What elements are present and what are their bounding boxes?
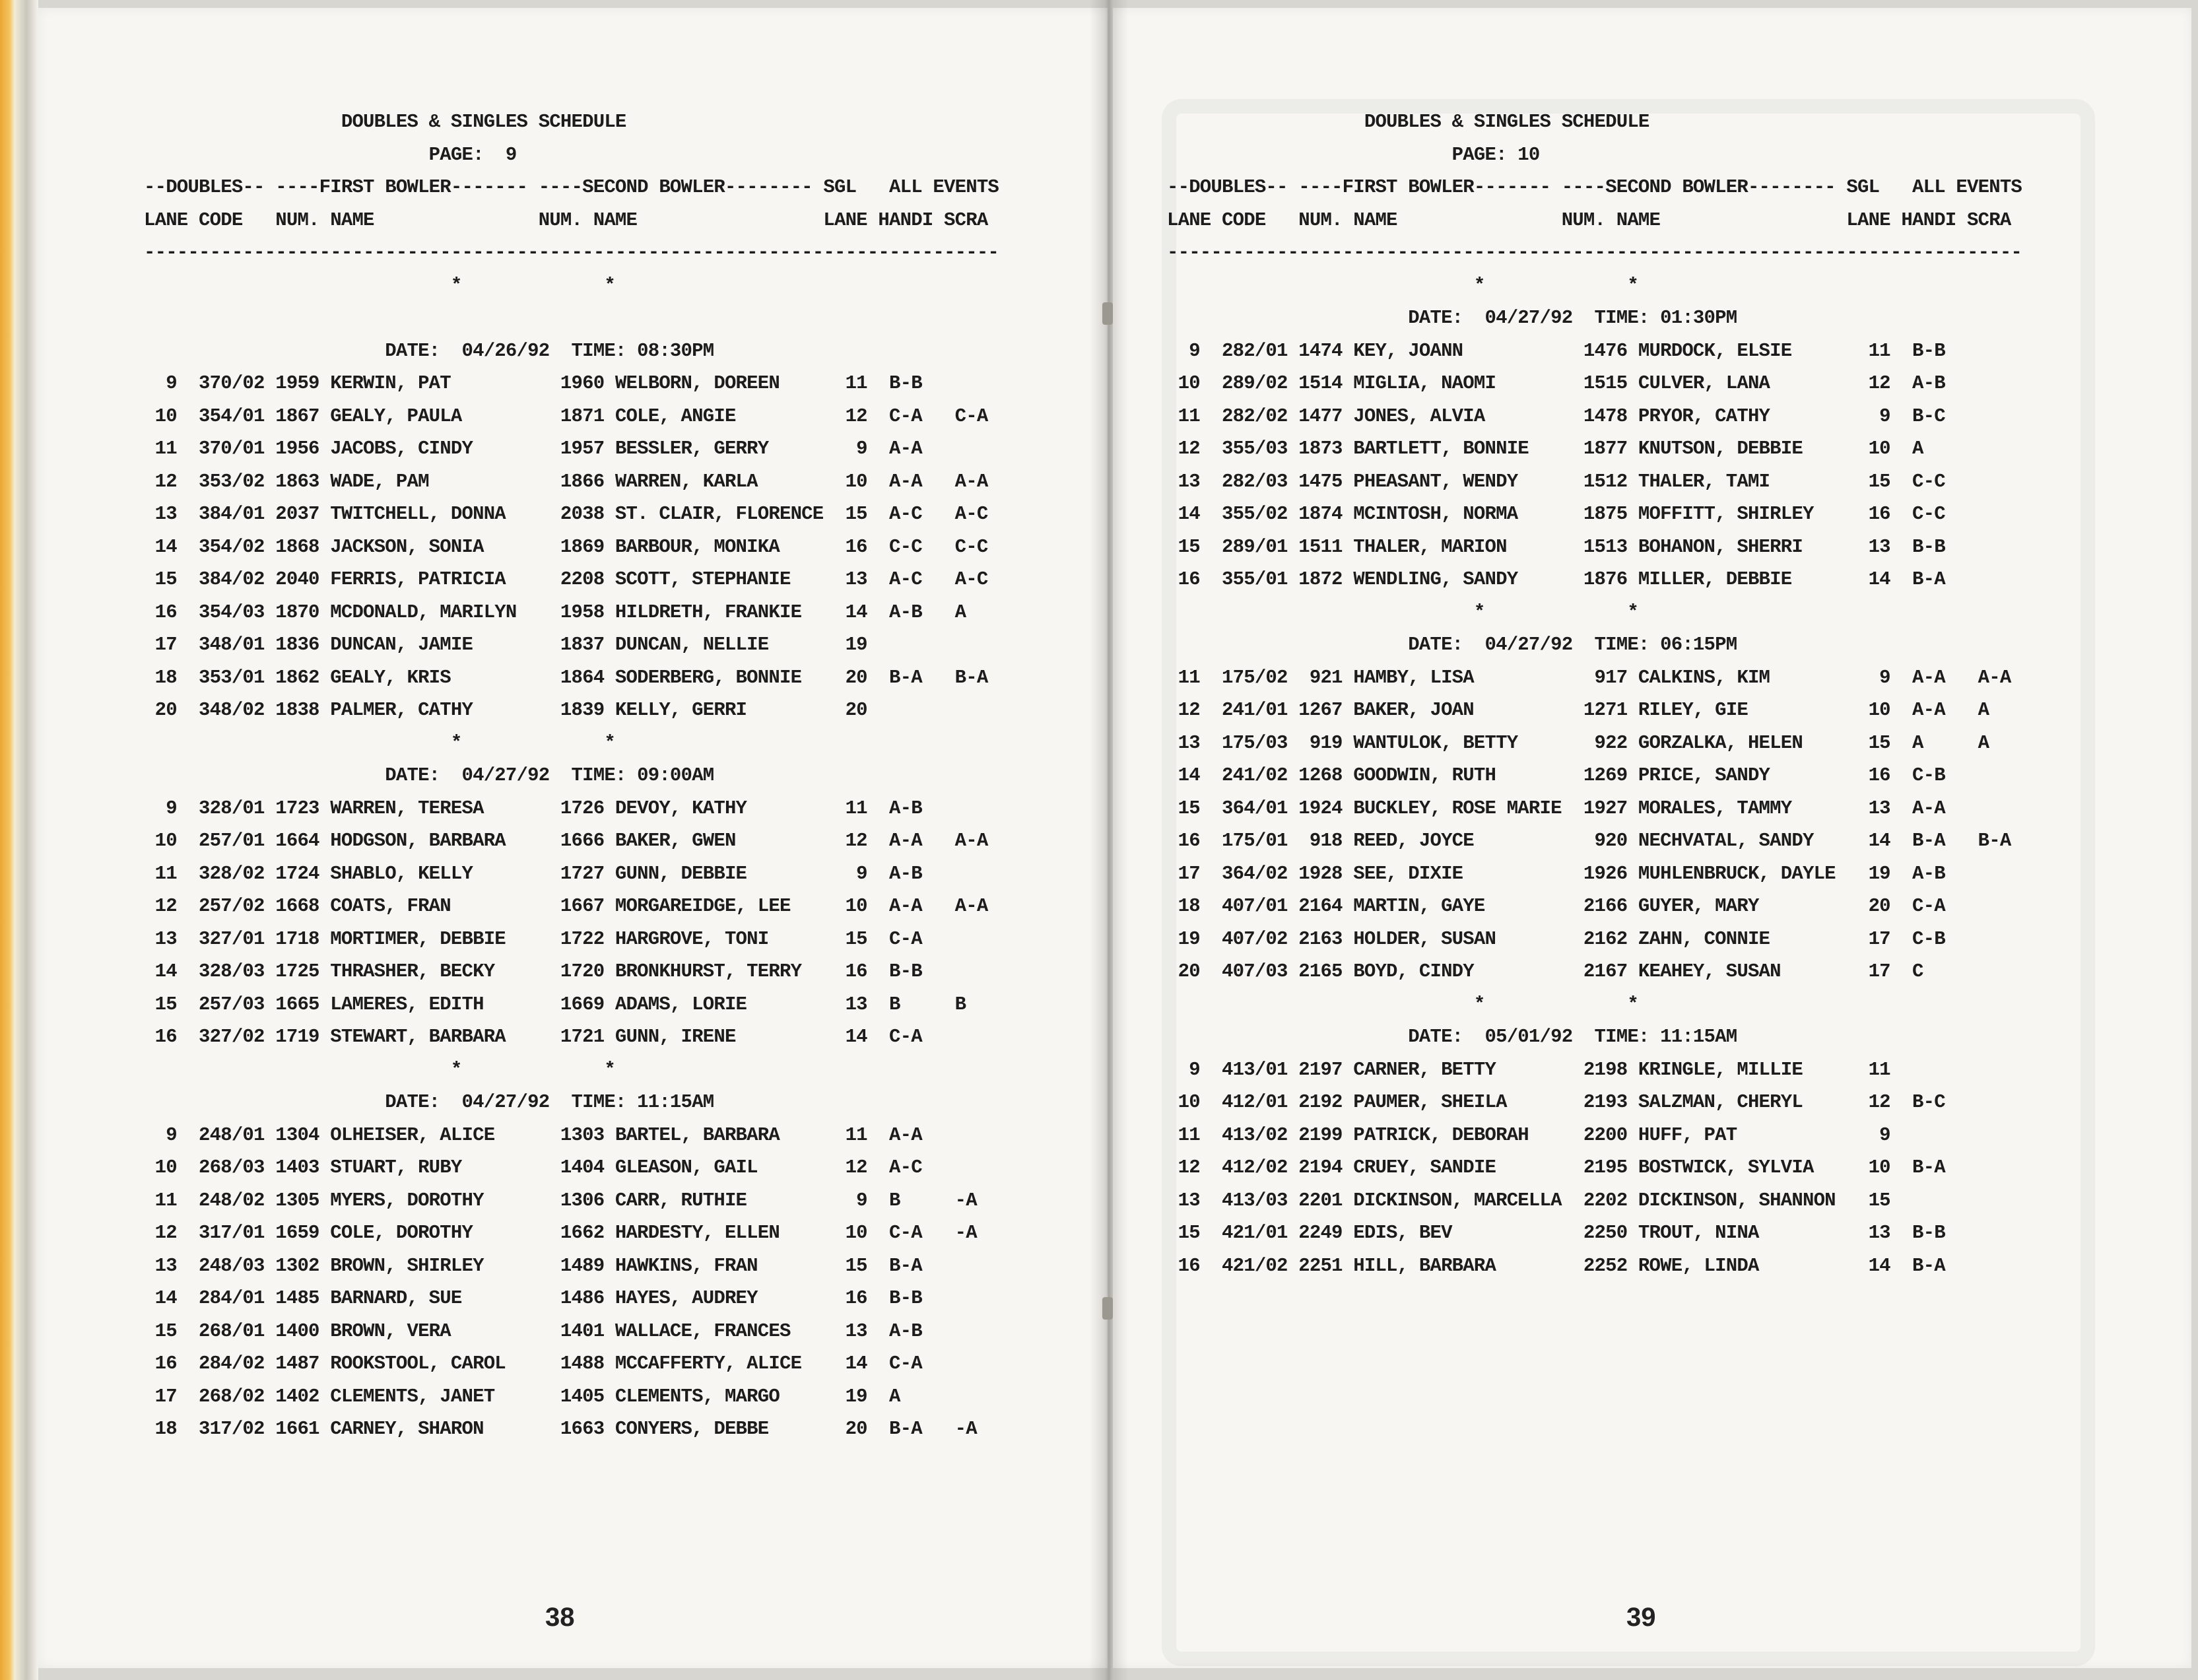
schedule-line: 12 353/02 1863 WADE, PAM 1866 WARREN, KARLA 10 A-A A-A [144,470,988,492]
schedule-line: 12 317/01 1659 COLE, DOROTHY 1662 HARDESTY, ELLEN 10 C-A -A [144,1222,977,1244]
schedule-line: 14 241/02 1268 GOODWIN, RUTH 1269 PRICE, SANDY 16 C-B [1167,764,1945,786]
book-gutter [1089,0,1129,1680]
schedule-line: PAGE: 9 [144,143,517,166]
schedule-line: 15 257/03 1665 LAMERES, EDITH 1669 ADAMS, LORIE 13 B B [144,993,966,1015]
schedule-line: 10 354/01 1867 GEALY, PAULA 1871 COLE, ANGIE 12 C-A C-A [144,405,988,427]
schedule-line: * * [1167,601,1638,623]
schedule-line: * * [144,731,615,754]
book-spine-edge [0,0,38,1680]
schedule-line: 10 257/01 1664 HODGSON, BARBARA 1666 BAKER, GWEN 12 A-A A-A [144,830,988,852]
schedule-line: 16 421/02 2251 HILL, BARBARA 2252 ROWE, LINDA 14 B-A [1167,1254,1945,1277]
schedule-line: 13 384/01 2037 TWITCHELL, DONNA 2038 ST. CLAIR, FLORENCE 15 A-C A-C [144,503,988,525]
schedule-line: 17 268/02 1402 CLEMENTS, JANET 1405 CLEMENTS, MARGO 19 A [144,1385,900,1407]
schedule-line: 10 412/01 2192 PAUMER, SHEILA 2193 SALZMAN, CHERYL 12 B-C [1167,1091,1945,1113]
schedule-line: 9 282/01 1474 KEY, JOANN 1476 MURDOCK, ELSIE 11 B-B [1167,339,1945,362]
page-number-left: 38 [545,1603,575,1632]
schedule-line: 17 348/01 1836 DUNCAN, JAMIE 1837 DUNCAN, NELLIE 19 [144,634,867,655]
schedule-line: 18 353/01 1862 GEALY, KRIS 1864 SODERBERG, BONNIE 20 B-A B-A [144,666,988,689]
schedule-line: DATE: 04/27/92 TIME: 06:15PM [1167,634,1737,655]
schedule-line: PAGE: 10 [1167,143,1540,166]
schedule-line: 17 364/02 1928 SEE, DIXIE 1926 MUHLENBRUCK, DAYLE 19 A-B [1167,862,1945,885]
schedule-line: * * [1167,274,1638,296]
schedule-line: DATE: 04/26/92 TIME: 08:30PM [144,339,714,362]
schedule-line: DATE: 05/01/92 TIME: 11:15AM [1167,1026,1737,1048]
schedule-line: 18 317/02 1661 CARNEY, SHARON 1663 CONYERS, DEBBE 20 B-A -A [144,1418,977,1440]
schedule-line: 9 248/01 1304 OLHEISER, ALICE 1303 BARTEL, BARBARA 11 A-A [144,1124,922,1146]
schedule-line: 14 284/01 1485 BARNARD, SUE 1486 HAYES, AUDREY 16 B-B [144,1287,922,1309]
schedule-line: 11 413/02 2199 PATRICK, DEBORAH 2200 HUFF, PAT 9 [1167,1124,1890,1146]
schedule-line: 12 355/03 1873 BARTLETT, BONNIE 1877 KNUTSON, DEBBIE 10 A [1167,438,1923,459]
schedule-line: --DOUBLES-- ----FIRST BOWLER------- ----SECOND BOWLER-------- SGL ALL EVENTS [1167,176,2022,198]
schedule-line: 15 289/01 1511 THALER, MARION 1513 BOHANON, SHERRI 13 B-B [1167,535,1945,558]
schedule-line: 9 328/01 1723 WARREN, TERESA 1726 DEVOY, KATHY 11 A-B [144,797,922,819]
schedule-line: 11 248/02 1305 MYERS, DOROTHY 1306 CARR, RUTHIE 9 B -A [144,1189,977,1211]
schedule-line: 16 354/03 1870 MCDONALD, MARILYN 1958 HILDRETH, FRANKIE 14 A-B A [144,601,966,623]
schedule-line: 19 407/02 2163 HOLDER, SUSAN 2162 ZAHN, CONNIE 17 C-B [1167,927,1945,950]
schedule-line: 11 282/02 1477 JONES, ALVIA 1478 PRYOR, CATHY 9 B-C [1167,405,1945,427]
schedule-line: 9 370/02 1959 KERWIN, PAT 1960 WELBORN, DOREEN 11 B-B [144,372,922,394]
schedule-line: * * [144,274,615,296]
schedule-line: DATE: 04/27/92 TIME: 09:00AM [144,764,714,786]
schedule-line: ------------------------------------------------------------------------------ [1167,242,2022,263]
schedule-line: 16 327/02 1719 STEWART, BARBARA 1721 GUNN, IRENE 14 C-A [144,1026,922,1048]
schedule-line: 15 268/01 1400 BROWN, VERA 1401 WALLACE, FRANCES 13 A-B [144,1320,922,1342]
schedule-line: 13 327/01 1718 MORTIMER, DEBBIE 1722 HARGROVE, TONI 15 C-A [144,927,922,950]
schedule-page-9 [144,106,999,1446]
schedule-line: LANE CODE NUM. NAME NUM. NAME LANE HANDI SCRA [1167,209,2011,231]
schedule-line: 11 175/02 921 HAMBY, LISA 917 CALKINS, KIM 9 A-A A-A [1167,666,2011,689]
schedule-line: 14 355/02 1874 MCINTOSH, NORMA 1875 MOFFITT, SHIRLEY 16 C-C [1167,503,1945,525]
schedule-line: 15 421/01 2249 EDIS, BEV 2250 TROUT, NINA 13 B-B [1167,1222,1945,1244]
schedule-line: --DOUBLES-- ----FIRST BOWLER------- ----SECOND BOWLER-------- SGL ALL EVENTS [144,176,999,198]
schedule-line: 13 248/03 1302 BROWN, SHIRLEY 1489 HAWKINS, FRAN 15 B-A [144,1254,922,1277]
schedule-line: 13 175/03 919 WANTULOK, BETTY 922 GORZALKA, HELEN 15 A A [1167,731,1989,754]
schedule-line: 15 384/02 2040 FERRIS, PATRICIA 2208 SCOTT, STEPHANIE 13 A-C A-C [144,568,988,590]
schedule-line: DATE: 04/27/92 TIME: 01:30PM [1167,307,1737,329]
schedule-line: 12 241/01 1267 BAKER, JOAN 1271 RILEY, GIE 10 A-A A [1167,699,1989,721]
schedule-line: 20 348/02 1838 PALMER, CATHY 1839 KELLY, GERRI 20 [144,699,867,721]
schedule-line: DOUBLES & SINGLES SCHEDULE [144,111,626,133]
schedule-line: * * [144,1058,615,1081]
schedule-line: 10 289/02 1514 MIGLIA, NAOMI 1515 CULVER, LANA 12 A-B [1167,372,1945,394]
schedule-line: 13 282/03 1475 PHEASANT, WENDY 1512 THALER, TAMI 15 C-C [1167,470,1945,492]
schedule-line: 16 355/01 1872 WENDLING, SANDY 1876 MILLER, DEBBIE 14 B-A [1167,568,1945,590]
schedule-line: 9 413/01 2197 CARNER, BETTY 2198 KRINGLE, MILLIE 11 [1167,1058,1890,1081]
staple-top [1102,302,1113,325]
page-number-right: 39 [1626,1603,1656,1632]
schedule-page-10 [1167,106,2022,1282]
schedule-line: ------------------------------------------------------------------------------ [144,242,999,263]
schedule-line: 18 407/01 2164 MARTIN, GAYE 2166 GUYER, MARY 20 C-A [1167,895,1945,917]
schedule-line: 10 268/03 1403 STUART, RUBY 1404 GLEASON, GAIL 12 A-C [144,1157,922,1178]
schedule-line: 11 370/01 1956 JACOBS, CINDY 1957 BESSLER, GERRY 9 A-A [144,438,922,459]
schedule-line: DATE: 04/27/92 TIME: 11:15AM [144,1091,714,1113]
schedule-line: 16 284/02 1487 ROOKSTOOL, CAROL 1488 MCCAFFERTY, ALICE 14 C-A [144,1353,922,1374]
schedule-line: * * [1167,993,1638,1015]
schedule-line: 15 364/01 1924 BUCKLEY, ROSE MARIE 1927 MORALES, TAMMY 13 A-A [1167,797,1945,819]
schedule-line: 11 328/02 1724 SHABLO, KELLY 1727 GUNN, DEBBIE 9 A-B [144,862,922,885]
schedule-line: DOUBLES & SINGLES SCHEDULE [1167,111,1649,133]
schedule-line: 12 257/02 1668 COATS, FRAN 1667 MORGAREIDGE, LEE 10 A-A A-A [144,895,988,917]
schedule-line: 14 328/03 1725 THRASHER, BECKY 1720 BRONKHURST, TERRY 16 B-B [144,960,922,982]
schedule-line: 20 407/03 2165 BOYD, CINDY 2167 KEAHEY, SUSAN 17 C [1167,960,1923,982]
schedule-line: 14 354/02 1868 JACKSON, SONIA 1869 BARBOUR, MONIKA 16 C-C C-C [144,535,988,558]
schedule-line: 16 175/01 918 REED, JOYCE 920 NECHVATAL, SANDY 14 B-A B-A [1167,830,2011,852]
staple-bottom [1102,1297,1113,1320]
schedule-line: 13 413/03 2201 DICKINSON, MARCELLA 2202 DICKINSON, SHANNON 15 [1167,1189,1890,1211]
schedule-line: LANE CODE NUM. NAME NUM. NAME LANE HANDI SCRA [144,209,988,231]
schedule-line: 12 412/02 2194 CRUEY, SANDIE 2195 BOSTWICK, SYLVIA 10 B-A [1167,1157,1945,1178]
